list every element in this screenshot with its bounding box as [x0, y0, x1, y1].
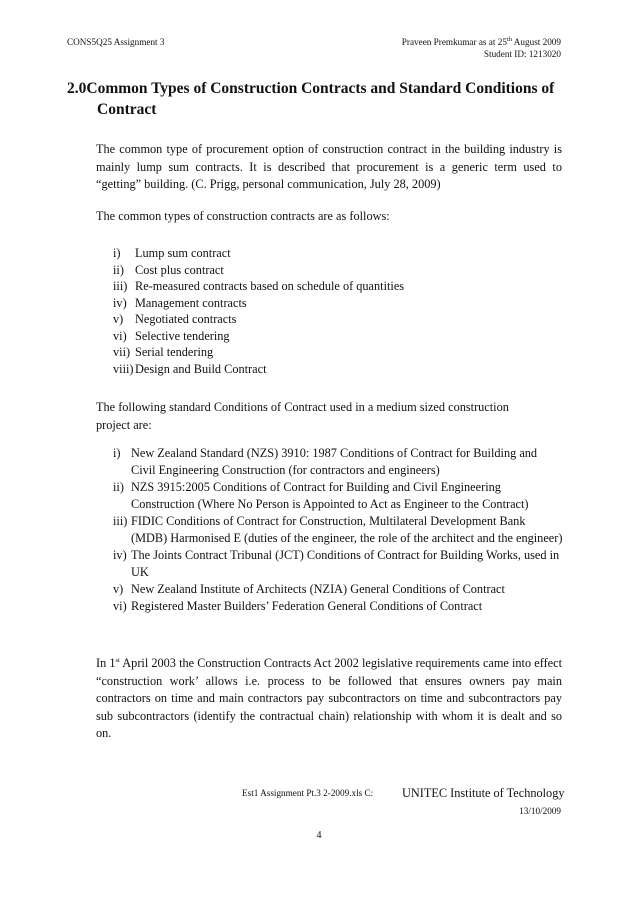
section-number: 2.0: [67, 80, 87, 97]
contract-type-item: [113, 311, 404, 328]
condition-item: [113, 598, 563, 615]
list-marker: viii): [113, 361, 134, 376]
list-text: Negotiated contracts: [135, 312, 237, 326]
list-marker: ii): [113, 480, 124, 494]
list-marker: vi): [113, 328, 127, 343]
paragraph-act: In 1st April 2003 the Construction Contracts Act 2002 legislative requirements came into effect “construction work’ allows i.e. process to be followed that ensures owners pay main contractors on time and main contractors pay subcontractors on time and subcontractors pay sub subcontractors (identify the contractual chain) relationship with whom it is dealt and so on.: [96, 656, 562, 740]
list-text: Cost plus contract: [135, 262, 224, 277]
list-marker: iv): [113, 548, 127, 562]
paragraph-procurement: The common type of procurement option of construction contract in the building industry is mainly lump sum contracts. It is described that procurement is a generic term used to “getting” building. (C. Prigg, personal communication, July 28, 2009): [96, 142, 562, 191]
contract-type-item: [113, 295, 404, 312]
contract-types-list: [113, 245, 404, 377]
condition-item: [113, 445, 563, 479]
contract-type-item: [113, 344, 404, 361]
condition-item: [113, 479, 563, 513]
header-author: [402, 36, 561, 60]
condition-item: [113, 547, 563, 581]
header-author-line: Praveen Premkumar as at 25th August 2009: [401, 35, 561, 47]
list-text: New Zealand Standard (NZS) 3910: 1987 Conditions of Contract for Building and Civil Engineering Construction (for contractors and engineers): [131, 446, 538, 477]
list-text: The Joints Contract Tribunal (JCT) Conditions of Contract for Building Works, used in UK: [131, 548, 560, 579]
list-text: Management contracts: [135, 295, 247, 310]
list-text: Selective tendering: [135, 328, 230, 343]
section-title-line1: Common Types of Construction Contracts and Standard Conditions of: [86, 80, 555, 97]
list-text: Serial tendering: [135, 345, 214, 359]
footer-file: Est1 Assignment Pt.3 2-2009.xls C:: [242, 788, 374, 798]
condition-item: [113, 513, 563, 547]
header-course: CONS5Q25 Assignment 3: [67, 37, 165, 47]
condition-item: [113, 581, 563, 598]
list-text: FIDIC Conditions of Contract for Construction, Multilateral Development Bank (MDB) Harmonised E (duties of the engineer, the role of the architect and the engineer): [131, 514, 563, 545]
list-text: Re-measured contracts based on schedule of quantities: [135, 279, 405, 293]
contract-type-item: [113, 278, 404, 295]
section-heading: [67, 78, 567, 120]
paragraph-types-intro: The common types of construction contracts are as follows:: [96, 209, 390, 223]
contract-type-item: [113, 245, 404, 262]
list-text: NZS 3915:2005 Conditions of Contract for Building and Civil Engineering Construction (Where No Person is Appointed to Act as Engineer to the Contract): [131, 480, 529, 511]
list-text: Design and Build Contract: [135, 361, 267, 376]
list-marker: v): [113, 312, 124, 326]
list-marker: iii): [113, 514, 128, 528]
paragraph-conditions-intro: The following standard Conditions of Contract used in a medium sized construction project are:: [96, 400, 509, 432]
list-text: Registered Master Builders’ Federation General Conditions of Contract: [131, 599, 483, 613]
conditions-list: [113, 445, 563, 615]
list-marker: iv): [113, 295, 127, 310]
list-marker: i): [113, 446, 121, 460]
list-marker: i): [113, 246, 121, 260]
list-marker: ii): [113, 262, 124, 277]
list-text: Lump sum contract: [135, 246, 231, 260]
footer-institute: UNITEC Institute of Technology: [402, 786, 565, 800]
footer-date: 13/10/2009: [519, 806, 561, 816]
page-number: 4: [316, 830, 322, 841]
list-marker: v): [113, 582, 124, 596]
contract-type-item: [113, 328, 404, 345]
list-text: New Zealand Institute of Architects (NZIA) General Conditions of Contract: [131, 582, 505, 596]
contract-type-item: [113, 361, 404, 378]
list-marker: iii): [113, 279, 128, 293]
section-title-line2: Contract: [97, 101, 157, 118]
header-student-id: Student ID: 1213020: [483, 49, 561, 59]
list-marker: vi): [113, 599, 127, 613]
contract-type-item: [113, 262, 404, 279]
list-marker: vii): [113, 345, 131, 359]
